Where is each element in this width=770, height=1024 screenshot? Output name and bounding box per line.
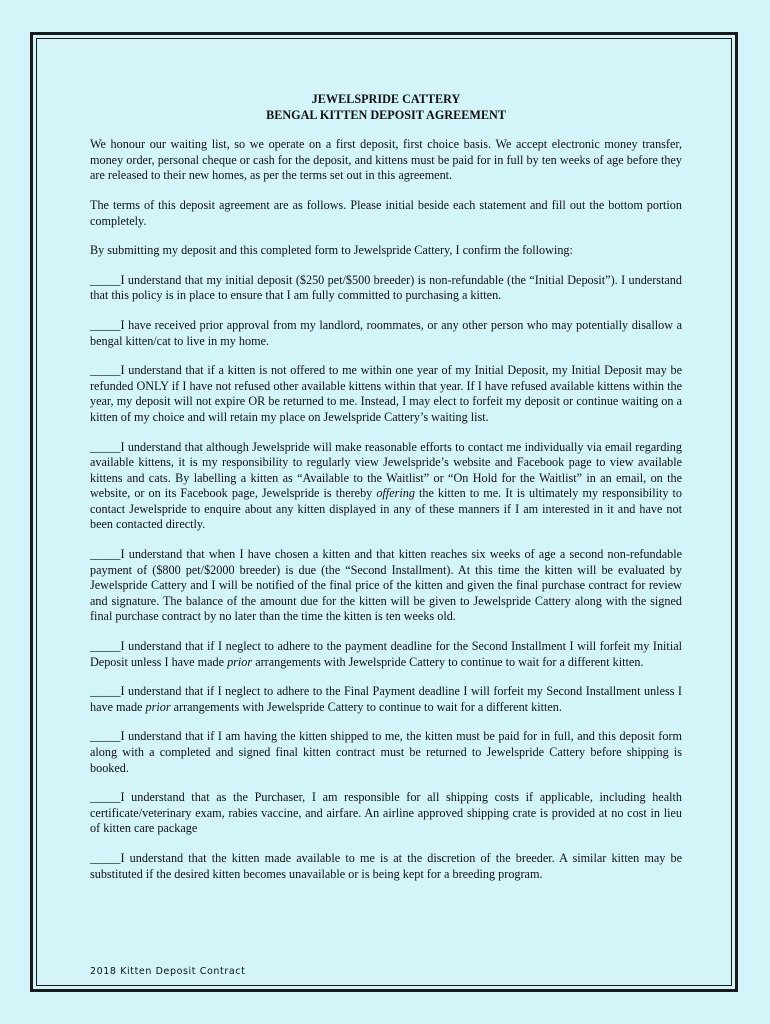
intro-paragraph-3: By submitting my deposit and this completed form to Jewelspride Cattery, I confirm the following: [90,243,573,258]
clause-shipping-payment: _____I understand that if I am having the kitten shipped to me, the kitten must be paid for in full, and this deposit form along with a completed and signed final kitten contract must be returned to Jewelspride Cattery before shipping is booked. [90,729,682,775]
clause-prior-approval: _____I have received prior approval from my landlord, roommates, or any other person who may potentially disallow a bengal kitten/cat to live in my home. [90,317,682,348]
initial-blank[interactable]: _____ [90,439,121,454]
clause-contact-responsibility: _____I understand that although Jewelspride will make reasonable efforts to contact me individually via email regarding available kittens, it is my responsibility to regularly view Jewelspride’s website and Facebook page to view available kittens and cats. By labelling a kitten as “Available to the Waitlist” or “On Hold for the Waitlist” in an email, on the website, or on its Facebook page, Jewelspride is thereby offering the kitten to me. It is ultimately my responsibility to contact Jewelspride to enquire about any kitten displayed in any of these manners if I am interested in it and have not been contacted directly. [90,439,682,532]
initial-blank[interactable]: _____ [90,317,121,332]
initial-blank[interactable]: _____ [90,790,121,805]
clause-shipping-costs: _____I understand that as the Purchaser, I am responsible for all shipping costs if applicable, including health certificate/veterinary exam, rabies vaccine, and airfare. An airline approved shipping crate is provided at no cost in lieu of kitten care package [90,790,682,836]
document-title-line-1: JEWELSPRIDE CATTERY [311,92,461,106]
initial-blank[interactable]: _____ [90,684,121,699]
document-title-line-2: BENGAL KITTEN DEPOSIT AGREEMENT [266,107,506,122]
initial-blank[interactable]: _____ [90,729,121,744]
clause-second-installment-deadline: _____I understand that if I neglect to adhere to the payment deadline for the Second Installment I will forfeit my Initial Deposit unless I have made prior arrangements with Jewelspride Cattery to continue to wait for a different kitten. [90,639,682,669]
initial-blank[interactable]: _____ [90,639,121,654]
intro-paragraph-2: The terms of this deposit agreement are as follows. Please initial beside each statement and fill out the bottom portion completely. [90,197,682,228]
document-body [90,92,682,882]
clause-second-installment: _____I understand that when I have chosen a kitten and that kitten reaches six weeks of age a second non-refundable payment of ($800 pet/$2000 breeder) is due (the “Second Installment). At this time the kitten will be evaluated by Jewelspride Cattery and I will be notified of the final price of the kitten and given the final purchase contract for review and signature. The balance of the amount due for the kitten will be given to Jewelspride Cattery along with the signed final purchase contract by no later than the time the kitten is ten weeks old. [90,547,682,624]
clause-initial-deposit: _____I understand that my initial deposit ($250 pet/$500 breeder) is non-refundable (the “Initial Deposit”). I understand that this policy is in place to ensure that I am fully committed to purchasing a kitten. [90,272,682,303]
initial-blank[interactable]: _____ [90,547,121,562]
initial-blank[interactable]: _____ [90,272,121,287]
clause-one-year-refund: _____I understand that if a kitten is not offered to me within one year of my Initial Deposit, my Initial Deposit may be refunded ONLY if I have not refused other available kittens within that year. If I have refused available kittens within the year, my deposit will not expire OR be returned to me. Instead, I may elect to forfeit my deposit or continue waiting on a kitten of my choice and will retain my place on Jewelspride Cattery’s waiting list. [90,363,682,424]
initial-blank[interactable]: _____ [90,850,121,865]
page-footer: 2018 Kitten Deposit Contract [90,966,246,977]
intro-paragraph-1: We honour our waiting list, so we operate on a first deposit, first choice basis. We accept electronic money transfer, money order, personal cheque or cash for the deposit, and kittens must be paid for in full by ten weeks of age before they are released to their new homes, as per the terms set out in this agreement. [90,137,682,183]
clause-breeder-discretion: _____I understand that the kitten made available to me is at the discretion of the breeder. A similar kitten may be substituted if the desired kitten becomes unavailable or is being kept for a breeding program. [90,850,682,881]
clause-final-payment-deadline: _____I understand that if I neglect to adhere to the Final Payment deadline I will forfeit my Second Installment unless I have made prior arrangements with Jewelspride Cattery to continue to wait for a different kitten. [90,684,682,714]
initial-blank[interactable]: _____ [90,363,121,378]
